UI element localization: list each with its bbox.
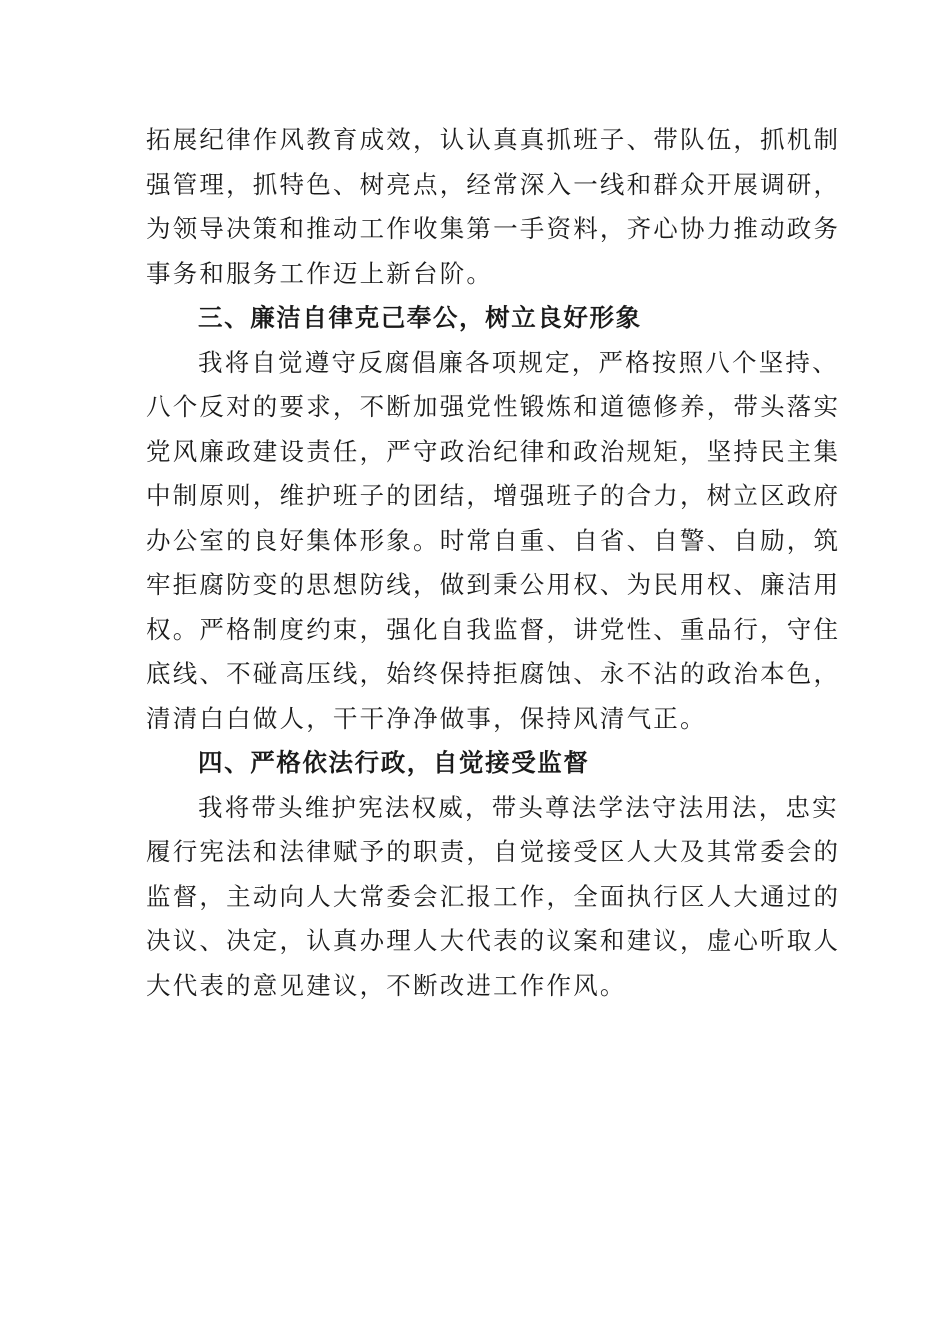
paragraph-line: 中制原则，维护班子的团结，增强班子的合力，树立区政府: [146, 481, 841, 510]
section-heading-3: 三、廉洁自律克己奉公，树立良好形象: [198, 303, 642, 332]
paragraph-line: 八个反对的要求，不断加强党性锻炼和道德修养，带头落实: [146, 392, 841, 421]
paragraph-line: 事务和服务工作迈上新台阶。: [146, 258, 494, 288]
section-heading-4: 四、严格依法行政，自觉接受监督: [198, 748, 590, 777]
paragraph-line: 党风廉政建设责任，严守政治纪律和政治规矩，坚持民主集: [146, 436, 841, 466]
paragraph-line: 为领导决策和推动工作收集第一手资料，齐心协力推动政务: [146, 214, 841, 243]
paragraph-line: 清清白白做人，干干净净做事，保持风清气正。: [146, 703, 707, 733]
document-page: [146, 118, 841, 1008]
paragraph-line: 底线、不碰高压线，始终保持拒腐蚀、永不沾的政治本色，: [146, 659, 841, 688]
paragraph-line: 我将自觉遵守反腐倡廉各项规定，严格按照八个坚持、: [198, 347, 839, 377]
paragraph-line: 办公室的良好集体形象。时常自重、自省、自警、自励，筑: [146, 525, 841, 555]
continuation-paragraph: [146, 118, 841, 296]
paragraph-line: 监督，主动向人大常委会汇报工作，全面执行区人大通过的: [146, 881, 841, 911]
section-3-paragraph: [146, 341, 841, 742]
paragraph-line: 牢拒腐防变的思想防线，做到秉公用权、为民用权、廉洁用: [146, 570, 841, 599]
paragraph-line: 大代表的意见建议，不断改进工作作风。: [146, 970, 627, 1000]
paragraph-line: 决议、决定，认真办理人大代表的议案和建议，虚心听取人: [146, 926, 841, 955]
paragraph-line: 拓展纪律作风教育成效，认认真真抓班子、带队伍，抓机制: [146, 125, 841, 154]
section-4-paragraph: [146, 786, 841, 1009]
paragraph-line: 我将带头维护宪法权威，带头尊法学法守法用法，忠实: [198, 792, 839, 822]
paragraph-line: 强管理，抓特色、树亮点，经常深入一线和群众开展调研，: [146, 169, 841, 199]
paragraph-line: 履行宪法和法律赋予的职责，自觉接受区人大及其常委会的: [146, 837, 841, 866]
paragraph-line: 权。严格制度约束，强化自我监督，讲党性、重品行，守住: [146, 614, 841, 644]
